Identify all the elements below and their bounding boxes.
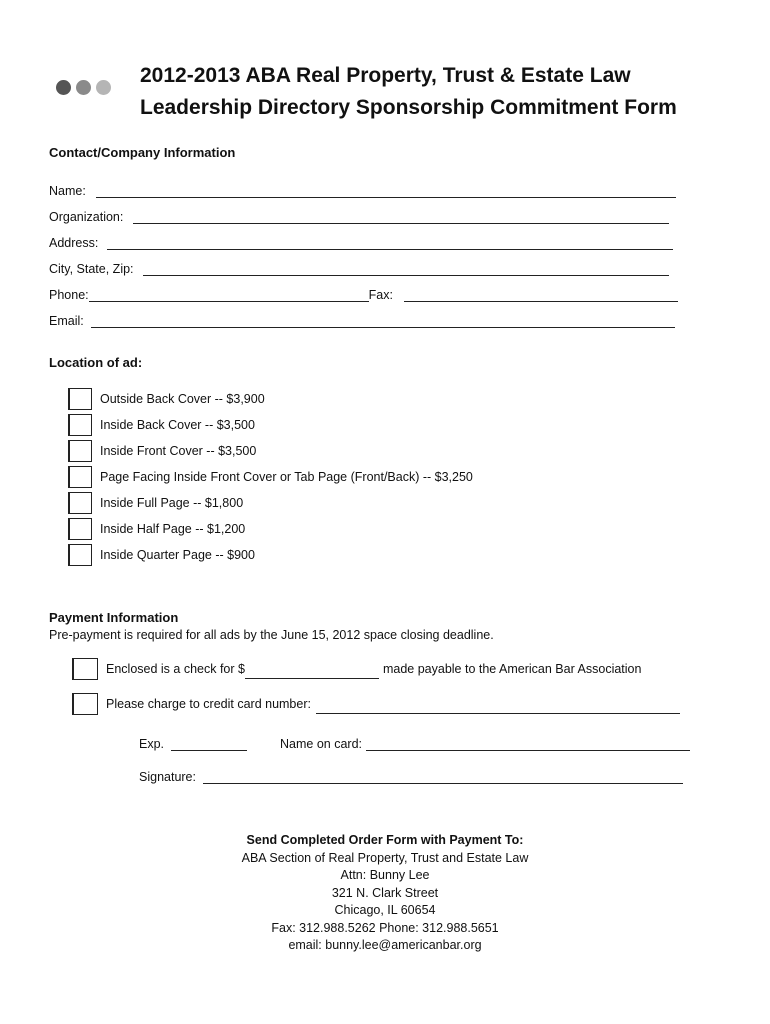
footer-line-city: Chicago, IL 60654	[334, 903, 436, 917]
address-line[interactable]	[107, 235, 673, 250]
check-amount-line[interactable]	[245, 660, 379, 679]
footer-heading: Send Completed Order Form with Payment To:	[246, 833, 524, 847]
logo-dot-1	[56, 80, 71, 95]
ad-option-6[interactable]	[68, 516, 245, 542]
payment-heading: Payment Information	[49, 610, 179, 625]
signature-label: Signature:	[139, 770, 196, 784]
page-title	[140, 60, 677, 124]
city-state-zip-label: City, State, Zip:	[49, 262, 134, 276]
footer-line-email: email: bunny.lee@americanbar.org	[288, 938, 482, 952]
title-line-2: Leadership Directory Sponsorship Commitment Form	[140, 96, 677, 119]
phone-fax-row	[49, 284, 678, 302]
phone-label: Phone:	[49, 288, 89, 302]
exp-label: Exp.	[139, 737, 165, 751]
ad-option-6-checkbox[interactable]	[68, 518, 92, 540]
signature-field[interactable]	[139, 766, 683, 784]
fax-label: Fax:	[368, 288, 393, 302]
email-label: Email:	[49, 314, 84, 328]
ad-option-1[interactable]	[68, 386, 265, 412]
logo-dot-2	[76, 80, 91, 95]
ad-option-5-label: Inside Full Page -- $1,800	[100, 496, 244, 510]
exp-name-row	[139, 733, 690, 751]
address-label: Address:	[49, 236, 99, 250]
name-on-card-line[interactable]	[366, 736, 690, 751]
check-suffix-label: made payable to the American Bar Association	[382, 662, 642, 676]
ad-option-7-checkbox[interactable]	[68, 544, 92, 566]
location-heading: Location of ad:	[49, 355, 143, 370]
ad-option-2-label: Inside Back Cover -- $3,500	[100, 418, 255, 432]
ad-option-1-checkbox[interactable]	[68, 388, 92, 410]
signature-line[interactable]	[203, 769, 683, 784]
name-label: Name:	[49, 184, 86, 198]
check-prefix-label: Enclosed is a check for $	[106, 662, 245, 676]
contact-heading: Contact/Company Information	[49, 145, 236, 160]
payment-check-option[interactable]	[72, 656, 641, 682]
city-state-zip-field[interactable]	[49, 258, 669, 276]
name-line[interactable]	[96, 183, 676, 198]
email-field[interactable]	[49, 310, 675, 328]
mailing-instructions	[0, 832, 770, 955]
ad-option-4[interactable]	[68, 464, 473, 490]
payment-card-checkbox[interactable]	[72, 693, 98, 715]
ad-option-6-label: Inside Half Page -- $1,200	[100, 522, 246, 536]
name-field[interactable]	[49, 180, 676, 198]
address-field[interactable]	[49, 232, 673, 250]
ad-option-4-label: Page Facing Inside Front Cover or Tab Page (Front/Back) -- $3,250	[100, 470, 473, 484]
ad-option-3[interactable]	[68, 438, 256, 464]
ad-option-1-label: Outside Back Cover -- $3,900	[100, 392, 265, 406]
payment-check-checkbox[interactable]	[72, 658, 98, 680]
card-number-line[interactable]	[316, 695, 680, 714]
ad-option-2-checkbox[interactable]	[68, 414, 92, 436]
logo-dots	[56, 80, 111, 95]
email-line[interactable]	[91, 313, 675, 328]
footer-line-attn: Attn: Bunny Lee	[340, 868, 430, 882]
organization-field[interactable]	[49, 206, 669, 224]
ad-option-3-label: Inside Front Cover -- $3,500	[100, 444, 257, 458]
phone-line[interactable]	[89, 287, 369, 302]
payment-note: Pre-payment is required for all ads by the June 15, 2012 space closing deadline.	[49, 628, 494, 642]
city-state-zip-line[interactable]	[143, 261, 669, 276]
ad-option-7[interactable]	[68, 542, 255, 568]
organization-line[interactable]	[133, 209, 669, 224]
ad-option-4-checkbox[interactable]	[68, 466, 92, 488]
payment-card-option[interactable]	[72, 691, 680, 717]
ad-option-3-checkbox[interactable]	[68, 440, 92, 462]
footer-line-street: 321 N. Clark Street	[331, 885, 439, 900]
name-on-card-label: Name on card:	[280, 737, 362, 751]
card-label: Please charge to credit card number:	[106, 697, 311, 711]
footer-line-org: ABA Section of Real Property, Trust and Estate Law	[241, 850, 529, 865]
exp-line[interactable]	[171, 736, 247, 751]
ad-option-2[interactable]	[68, 412, 255, 438]
ad-option-7-label: Inside Quarter Page -- $900	[100, 548, 255, 562]
title-line-1: 2012-2013 ABA Real Property, Trust & Estate Law	[140, 64, 631, 87]
fax-line[interactable]	[404, 287, 678, 302]
ad-option-5[interactable]	[68, 490, 243, 516]
organization-label: Organization:	[49, 210, 124, 224]
logo-dot-3	[96, 80, 111, 95]
ad-option-5-checkbox[interactable]	[68, 492, 92, 514]
footer-line-fax-phone: Fax: 312.988.5262 Phone: 312.988.5651	[271, 920, 499, 935]
